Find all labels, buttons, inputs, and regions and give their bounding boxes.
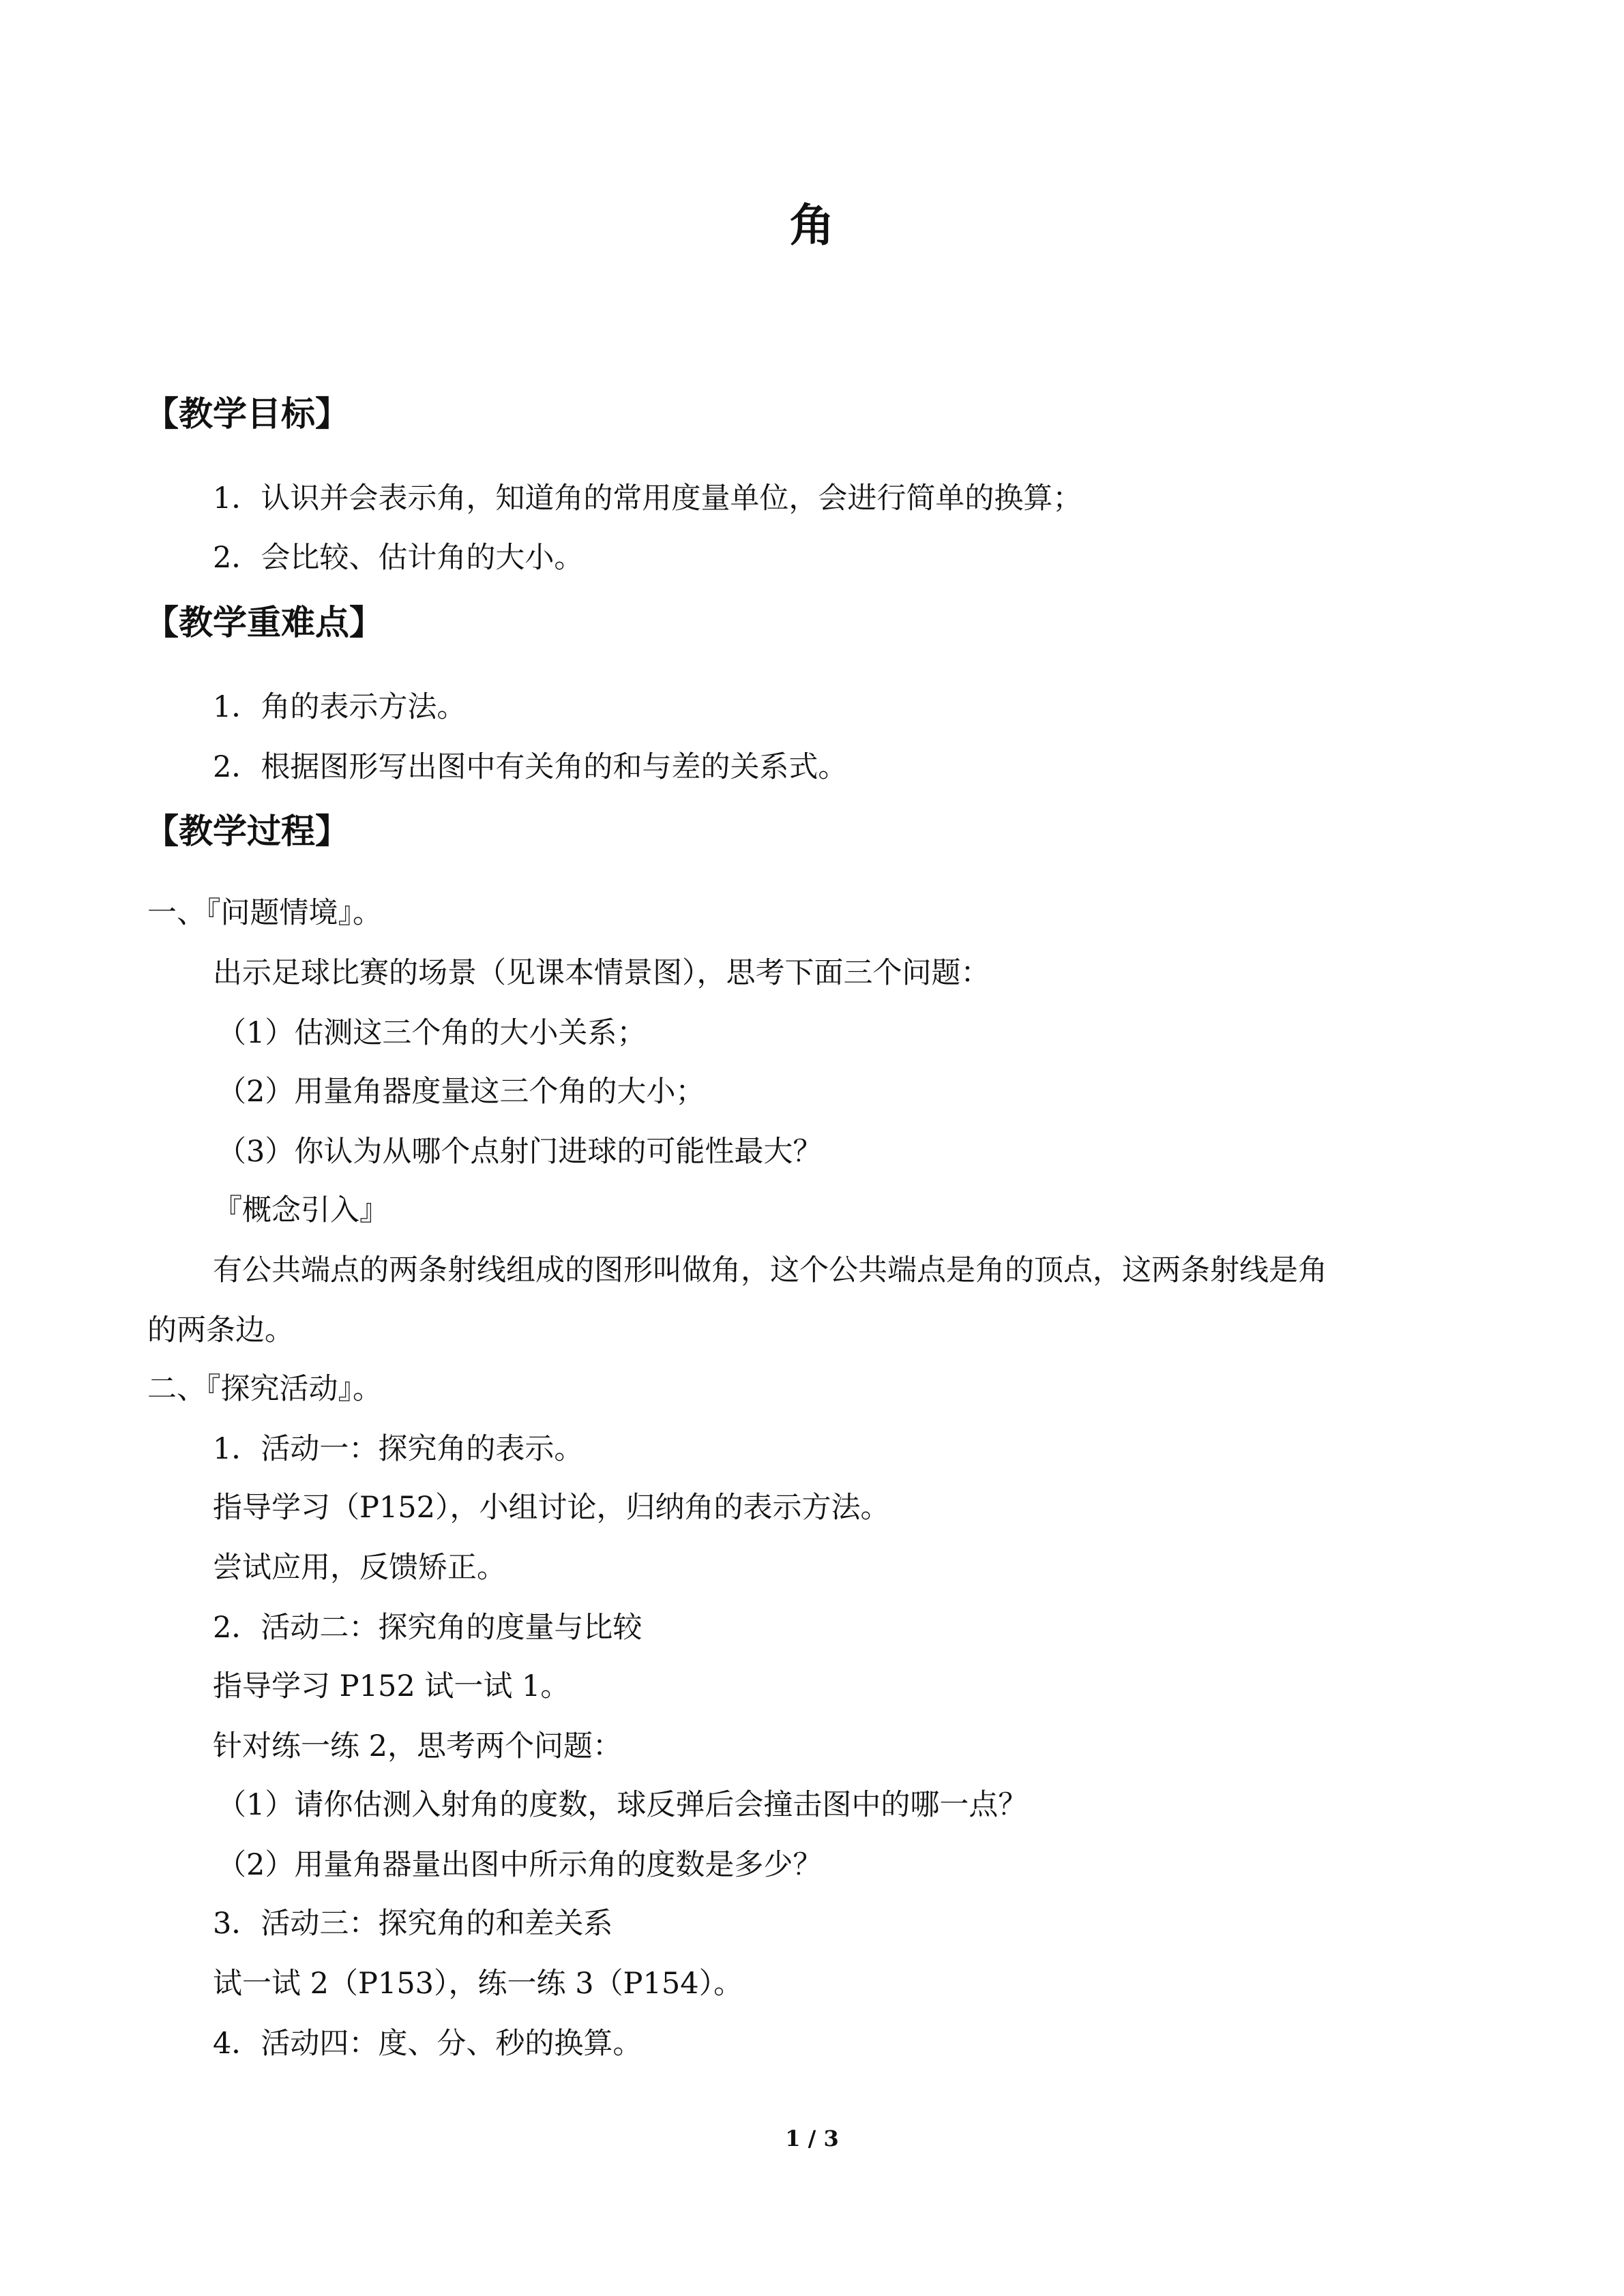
activity-line: 2．活动二：探究角的度量与比较 (213, 1611, 643, 1645)
activity-line: 尝试应用，反馈矫正。 (213, 1551, 506, 1585)
activity-question: （1）请你估测入射角的度数，球反弹后会撞击图中的哪一点？ (217, 1788, 1028, 1822)
activity-line: 指导学习（P152），小组讨论，归纳角的表示方法。 (213, 1491, 890, 1525)
concept-title: 『概念引入』 (213, 1193, 389, 1227)
activity-question: （2）用量角器量出图中所示角的度数是多少？ (217, 1848, 823, 1882)
activity-line: 针对练一练 2，思考两个问题： (213, 1729, 623, 1763)
page-number: 1 / 3 (785, 2126, 839, 2151)
concept-text-cont: 的两条边。 (147, 1313, 294, 1347)
part1-intro: 出示足球比赛的场景（见课本情景图），思考下面三个问题： (213, 956, 990, 990)
objectives-heading: 【教学目标】 (145, 394, 349, 434)
question-item: （1）估测这三个角的大小关系； (217, 1016, 647, 1050)
activity-line: 4．活动四：度、分、秒的换算。 (213, 2027, 643, 2061)
part1-title: 一、『问题情境』。 (147, 896, 382, 930)
concept-text: 有公共端点的两条射线组成的图形叫做角，这个公共端点是角的顶点，这两条射线是角 (213, 1253, 1327, 1287)
activity-line: 指导学习 P152 试一试 1。 (213, 1669, 570, 1703)
activity-line: 3．活动三：探究角的和差关系 (213, 1907, 613, 1941)
question-item: （3）你认为从哪个点射门进球的可能性最大？ (217, 1135, 823, 1169)
part2-title: 二、『探究活动』。 (147, 1372, 382, 1406)
activity-line: 试一试 2（P153），练一练 3（P154）。 (213, 1967, 743, 2001)
key-point-item: 1．角的表示方法。 (213, 690, 467, 724)
key-point-item: 2．根据图形写出图中有关角的和与差的关系式。 (213, 750, 848, 784)
activity-line: 1．活动一：探究角的表示。 (213, 1432, 584, 1466)
key-points-heading: 【教学重难点】 (145, 603, 383, 642)
objective-item: 1．认识并会表示角，知道角的常用度量单位，会进行简单的换算； (213, 481, 1082, 516)
process-heading: 【教学过程】 (145, 811, 349, 851)
question-item: （2）用量角器度量这三个角的大小； (217, 1075, 705, 1109)
objective-item: 2．会比较、估计角的大小。 (213, 541, 584, 575)
page-title: 角 (789, 199, 835, 252)
